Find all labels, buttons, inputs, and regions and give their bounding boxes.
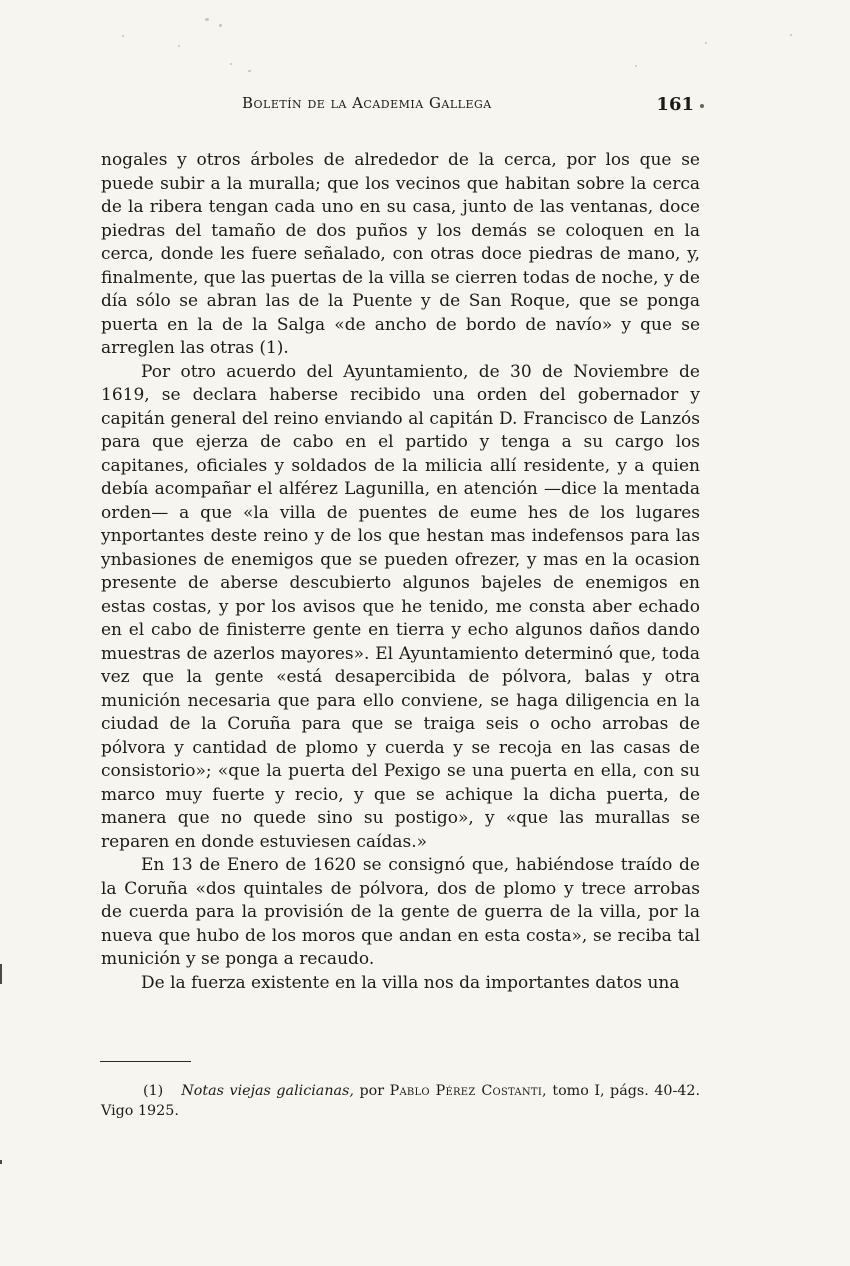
- paragraph-continued: nogales y otros árboles de alrededor de la cerca, por los que se puede subir a la muralla; que los vecinos que habitan sobre la cerca de la ribera tengan cada uno en su casa, junto de las ventanas, doce piedras del tamaño de dos puños y los demás se coloquen en la cerca, donde les fuere señalado, con otras doce piedras de mano, y, finalmente, que las puertas de la villa se cierren todas de noche, y de día sólo se abran las de la Puente y de San Roque, que se ponga puerta en la de la Salga «de ancho de bordo de navío» y que se arreglen las otras (1).: [101, 150, 700, 358]
- running-head: Boletín de la Academia Gallega: [242, 94, 492, 112]
- paper-speckle: [230, 63, 232, 65]
- footnote-marker: (1): [143, 1083, 164, 1099]
- paper-speckle: [635, 65, 637, 67]
- page-number: 161: [656, 94, 694, 115]
- footnote-author: Pablo Pérez Costanti,: [389, 1083, 547, 1099]
- paper-speckle: [122, 35, 124, 37]
- paper-speckle: [248, 70, 251, 72]
- page-header: [0, 94, 850, 122]
- paragraph-villa-force: De la fuerza existente en la villa nos da importantes datos una: [141, 972, 680, 993]
- body-text: [101, 149, 700, 995]
- footnote-by: por: [359, 1083, 385, 1099]
- page-edge-mark: [0, 964, 2, 984]
- page-number-dot: [700, 104, 704, 108]
- footnote-details: tomo I, págs. 40-42. Vigo 1925.: [101, 1083, 701, 1119]
- footnote-title: Notas viejas galicianas,: [181, 1083, 354, 1099]
- paragraph-january-1620: En 13 de Enero de 1620 se consignó que, habiéndose traído de la Coruña «dos quintales de pólvora, dos de plomo y trece arrobas de cuerda para la provisión de la gente de guerra de la villa, por la nueva que hubo de los moros que andan en esta costa», se reciba tal munición y se ponga a recaudo.: [101, 855, 700, 969]
- paragraph-ayuntamiento-order: Por otro acuerdo del Ayuntamiento, de 30 de Noviembre de 1619, se declara haberse recibido una orden del gobernador y capitán general del reino enviando al capitán D. Francisco de Lanzós para que ejerza de cabo en el partido y tenga a su cargo los capitanes, oficiales y soldados de la milicia allí residente, y a quien debía acompañar el alférez Lagunilla, en atención —dice la mentada orden— a que «la villa de puentes de eume hes de los lugares ynportantes deste reino y de los que hestan mas indefensos para las ynbasiones de enemigos que se pueden ofrezer, y mas en la ocasion presente de aberse descubierto algunos bajeles de enemigos en estas costas, y por los avisos que he tenido, me consta aber echado en el cabo de finisterre gente en tierra y echo algunos daños dando muestras de azerlos mayores». El Ayuntamiento determinó que, toda vez que la gente «está desapercibida de pólvora, balas y otra munición necesaria que para ello conviene, se haga diligencia en la ciudad de la Coruña para que se traiga seis o ocho arrobas de pólvora y cantidad de plomo y cuerda y se recoja en las casas de consistorio»; «que la puerta del Pexigo se una puerta en ella, con su marco muy fuerte y recio, y que se achique la dicha puerta, de manera que no quede sino su postigo», y «que las murallas se reparen en donde estuviesen caídas.»: [101, 361, 700, 852]
- paper-speckle: [790, 34, 792, 36]
- footnote: [101, 1081, 700, 1121]
- page-edge-mark: [0, 1160, 2, 1164]
- paper-speckle: [178, 45, 180, 47]
- footnote-divider: [100, 1061, 191, 1062]
- paper-speckle: [205, 18, 209, 21]
- paper-speckle: [219, 24, 222, 27]
- paper-speckle: [705, 42, 707, 44]
